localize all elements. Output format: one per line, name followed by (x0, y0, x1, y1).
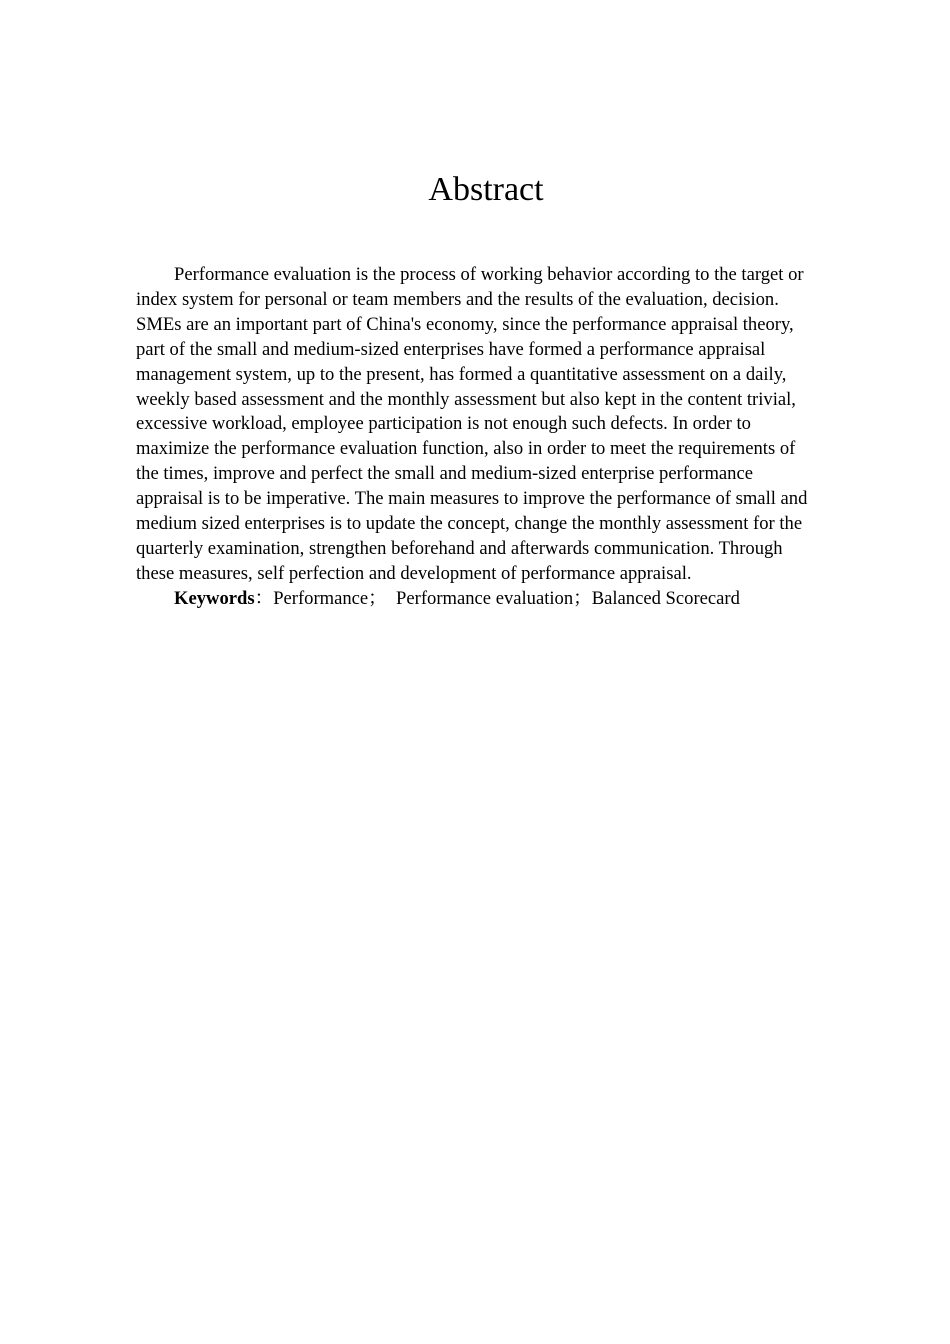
keywords-label: Keywords (174, 587, 255, 609)
abstract-line: Performance evaluation is the process of working behavior according to the target or (174, 264, 804, 285)
abstract-line: quarterly examination, strengthen beforehand and afterwards communication. Through (136, 537, 783, 559)
keywords-text: Performance； Performance evaluation；Balanced Scorecard (273, 587, 740, 609)
keywords-line (136, 587, 832, 612)
keywords-separator: ： (254, 587, 274, 609)
abstract-line: excessive workload, employee participation is not enough such defects. In order to (136, 413, 751, 435)
abstract-line: appraisal is to be imperative. The main measures to improve the performance of small and (136, 488, 808, 510)
abstract-line: management system, up to the present, has formed a quantitative assessment on a daily, (136, 363, 787, 385)
abstract-line: index system for personal or team members and the results of the evaluation, decision. (136, 288, 779, 310)
abstract-line: part of the small and medium-sized enterprises have formed a performance appraisal (136, 338, 766, 360)
abstract-line: weekly based assessment and the monthly assessment but also kept in the content trivial, (136, 388, 796, 410)
abstract-line: the times, improve and perfect the small and medium-sized enterprise performance (136, 463, 753, 485)
abstract-line: maximize the performance evaluation function, also in order to meet the requirements of (136, 438, 796, 460)
abstract-line: these measures, self perfection and development of performance appraisal. (136, 562, 692, 584)
abstract-title: Abstract (428, 171, 544, 208)
abstract-line: SMEs are an important part of China's economy, since the performance appraisal theory, (136, 313, 794, 335)
abstract-body (136, 263, 832, 612)
abstract-line: medium sized enterprises is to update the concept, change the monthly assessment for the (136, 513, 803, 535)
